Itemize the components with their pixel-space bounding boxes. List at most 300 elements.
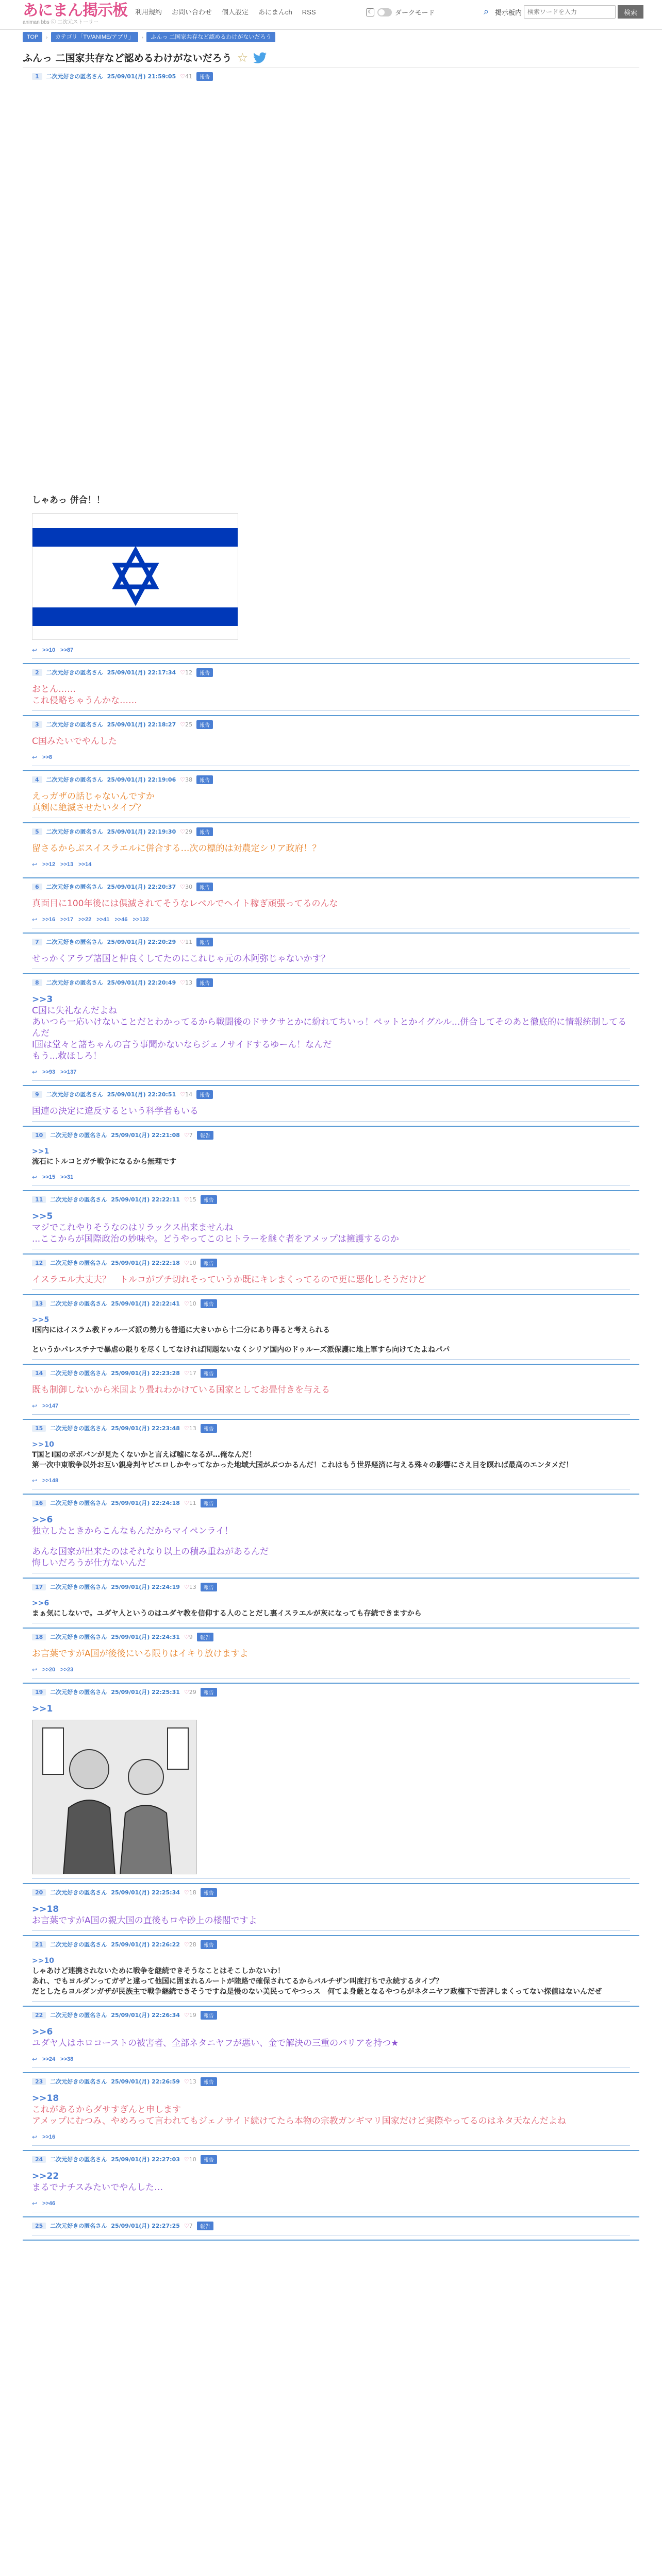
post-header [32,1498,630,1508]
dark-mode-label: ダークモード [395,9,435,16]
post-line: もう...救ほしろ！ [32,1051,102,1061]
post-header [32,2154,630,2164]
post-number[interactable]: 5 [32,828,42,835]
reply-link[interactable]: >>16 [42,917,56,923]
poster-name[interactable]: 二次元好きの匿名さん [46,776,103,783]
post-body [32,1956,630,1997]
post-header [32,977,630,988]
report-button[interactable]: 報告 [196,72,213,81]
post-number[interactable]: 11 [32,1196,46,1203]
anchor-link[interactable]: >>1 [32,1147,49,1156]
good-count: 13 [185,979,193,986]
post-date: 25/09/01(月) 22:22:11 [111,1196,180,1203]
report-button[interactable]: 報告 [201,1424,217,1433]
heart-icon: ♡ [184,2156,189,2163]
reply-link[interactable]: >>46 [114,917,128,923]
anchor-link[interactable]: >>18 [32,1904,59,1914]
poster-name[interactable]: 二次元好きの匿名さん [50,1941,107,1948]
heart-icon: ♡ [184,1425,189,1432]
reply-link[interactable]: >>24 [42,2056,56,2062]
good-count: 7 [189,1131,193,1139]
favorite-star-icon[interactable]: ☆ [237,50,249,65]
post-body [32,2026,630,2049]
post-number[interactable]: 3 [32,721,42,728]
post-divider [32,2001,630,2002]
post-date: 25/09/01(月) 22:19:30 [107,828,176,835]
dark-mode-switch[interactable] [377,8,392,16]
report-button[interactable]: 報告 [201,1369,217,1378]
good-button[interactable] [184,1584,196,1590]
good-count: 13 [189,2078,196,2085]
anchor-link[interactable]: >>3 [32,994,53,1005]
post-date: 25/09/01(月) 22:24:31 [111,1634,180,1640]
report-button[interactable]: 報告 [196,775,213,784]
good-button[interactable] [180,776,192,783]
poster-name[interactable]: 二次元好きの匿名さん [46,721,103,728]
poster-name[interactable]: 二次元好きの匿名さん [50,2156,107,2163]
post-line: あれ、でもヨルダンってガザと違って他国に囲まれるルートが陸路で確保されてるからパルチザン叫度打ちで永続するタイプ？ [32,1977,443,1986]
reply-links [32,2055,630,2063]
anchor-link[interactable]: >>18 [32,2093,59,2104]
poster-name[interactable]: 二次元好きの匿名さん [46,669,103,676]
post-header [32,1258,630,1268]
moon-icon: ☾ [366,8,374,16]
post-header [32,1632,630,1642]
anchor-link[interactable]: >>1 [32,1704,53,1714]
reply-arrow-icon: ↩ [32,1174,38,1181]
reply-links [32,916,630,924]
heart-icon: ♡ [184,1941,189,1948]
poster-name[interactable]: 二次元好きの匿名さん [50,1634,107,1640]
post-body [32,2171,630,2193]
reply-arrow-icon: ↩ [32,2133,38,2141]
good-button[interactable] [184,2078,196,2085]
post-line: これがあるからダサすぎんと申します [32,2105,181,2115]
good-button[interactable] [180,669,192,676]
good-button[interactable] [184,1941,196,1948]
heart-icon: ♡ [184,2078,189,2085]
good-button[interactable] [184,1425,196,1432]
post-number[interactable]: 1 [32,73,42,80]
reply-link[interactable]: >>137 [60,1069,77,1075]
post-number[interactable]: 25 [32,2223,46,2229]
post-number[interactable]: 2 [32,669,42,676]
post-line: アメップにむつみ、やめろって言われてもジェノサイド続けてたら本物の宗教ガンギマリ国家だけど実際やってるのはネタ天なんだよね [32,2116,566,2126]
post-date: 25/09/01(月) 22:25:34 [111,1889,180,1896]
post-number[interactable]: 4 [32,776,42,783]
post-line: 国連の決定に違反するという科学者もいる [32,1106,198,1116]
poster-name[interactable]: 二次元好きの匿名さん [50,2012,107,2019]
anchor-link[interactable]: >>10 [32,1440,54,1449]
reply-arrow-icon: ↩ [32,2056,38,2063]
nav-rss[interactable]: RSS [302,8,316,16]
reply-link[interactable]: >>8 [42,754,53,760]
reply-link[interactable]: >>41 [96,917,110,923]
post-header [32,882,630,892]
breadcrumb-top[interactable]: TOP [23,32,42,42]
reply-links [32,1173,630,1181]
heart-icon: ♡ [184,1369,189,1377]
good-count: 15 [189,1196,196,1203]
reply-link[interactable]: >>147 [42,1403,59,1409]
post [23,1086,639,1127]
good-count: 12 [185,669,193,676]
good-button[interactable] [184,1132,193,1139]
post-number[interactable]: 15 [32,1425,46,1432]
post-body [32,1211,630,1245]
breadcrumb-thread[interactable]: ふんっ 二国家共存など認めるわけがないだろう [146,32,275,42]
post [23,823,639,878]
report-button[interactable]: 報告 [196,883,213,891]
reply-link[interactable]: >>16 [42,2134,56,2140]
good-button[interactable] [180,979,192,986]
good-count: 29 [189,1688,196,1696]
report-button[interactable]: 報告 [201,1299,217,1308]
post-line: 流石にトルコとガチ戦争になるから無理です [32,1158,176,1166]
post-number[interactable]: 6 [32,884,42,890]
search-area [479,5,643,19]
poster-name[interactable]: 二次元好きの匿名さん [50,1689,107,1696]
good-button[interactable] [184,1260,196,1266]
reply-link[interactable]: >>13 [60,861,74,868]
israel-flag-image[interactable] [32,513,238,640]
breadcrumb-category[interactable]: カテゴリ「TV/ANIME/アプリ」 [51,32,138,42]
manga-panel-image[interactable] [32,1720,197,1874]
reply-link[interactable]: >>14 [78,861,92,868]
poster-name[interactable]: 二次元好きの匿名さん [50,2223,107,2229]
good-button[interactable] [184,1689,196,1696]
post-line: お言葉ですがA国が後後にいる限りはイキり放けますよ [32,1649,249,1659]
post [23,1255,639,1295]
post-header [32,667,630,677]
report-button[interactable]: 報告 [201,1583,217,1591]
good-count: 13 [189,1425,196,1432]
report-button[interactable]: 報告 [201,1499,217,1507]
poster-name[interactable]: 二次元好きの匿名さん [50,1196,107,1203]
anchor-link[interactable]: >>22 [32,2171,59,2181]
post-number[interactable]: 9 [32,1091,42,1098]
good-button[interactable] [184,1889,196,1896]
report-button[interactable]: 報告 [201,2155,217,2164]
nav-contact[interactable]: お問い合わせ [172,8,212,16]
post-date: 25/09/01(月) 22:26:34 [111,2012,180,2019]
report-button[interactable]: 報告 [196,668,213,677]
reply-link[interactable]: >>46 [42,2200,56,2207]
nav-animanch[interactable]: あにまんch [258,8,292,16]
heart-icon: ♡ [184,2222,189,2229]
good-count: 30 [185,883,193,890]
report-button[interactable]: 報告 [197,1633,213,1641]
good-count: 38 [185,776,193,783]
poster-name[interactable]: 二次元好きの匿名さん [50,1132,107,1139]
poster-name[interactable]: 二次元好きの匿名さん [50,1300,107,1307]
search-input[interactable] [524,5,616,19]
post-header [32,1687,630,1697]
post [23,68,639,664]
report-button[interactable]: 報告 [201,1259,217,1267]
post-date: 25/09/01(月) 22:26:59 [111,2078,180,2085]
good-button[interactable] [180,939,192,945]
reply-link[interactable]: >>12 [42,861,56,868]
report-button[interactable]: 報告 [196,938,213,946]
reply-link[interactable]: >>15 [42,1174,56,1180]
post-line [32,1537,630,1546]
poster-name[interactable]: 二次元好きの匿名さん [46,73,103,80]
good-button[interactable] [184,1300,196,1307]
post [23,716,639,771]
poster-name[interactable]: 二次元好きの匿名さん [46,1091,103,1098]
post-line: あいつら一応いけないことだとわかってるから戦闘後のドサクサとかに紛れてちいっ！ペットとかイグルル...併合してそのあと徹底的に情報統制してるんだ [32,1017,627,1039]
reply-link[interactable]: >>23 [60,1667,74,1673]
post-header [32,1368,630,1378]
post-number[interactable]: 21 [32,1941,46,1948]
poster-name[interactable]: 二次元好きの匿名さん [50,1260,107,1266]
post-number[interactable]: 13 [32,1300,46,1307]
post-divider [32,1414,630,1415]
reply-links [32,1666,630,1674]
post [23,1191,639,1255]
post [23,664,639,716]
heart-icon: ♡ [180,721,186,728]
post-date: 25/09/01(月) 22:23:28 [111,1370,180,1377]
post-body [32,1904,630,1926]
post-number[interactable]: 19 [32,1689,46,1696]
good-button[interactable] [184,2223,193,2229]
post-line: おとん…… [32,684,76,694]
good-button[interactable] [184,1196,196,1203]
report-button[interactable]: 報告 [196,720,213,729]
poster-name[interactable]: 二次元好きの匿名さん [50,1370,107,1377]
post-divider [32,2067,630,2068]
good-count: 28 [189,1941,196,1948]
post-line: 留さるからぶスイスラエルに併合する…次の標的は対農定シリア政府！？ [32,843,321,854]
report-button[interactable]: 報告 [201,1940,217,1949]
post-line: ユダヤ人はホロコーストの被害者、全部ネタニヤフが悪い、金で解決の三重のバリアを持つ★ [32,2038,399,2048]
post-number[interactable]: 18 [32,1634,46,1640]
post-header [32,2221,630,2231]
heart-icon: ♡ [184,1300,189,1307]
twitter-bird-icon[interactable] [253,52,268,63]
post-number[interactable]: 14 [32,1370,46,1377]
reply-arrow-icon: ↩ [32,1069,38,1076]
reply-link[interactable]: >>17 [60,917,74,923]
post-header [32,1298,630,1309]
post-date: 25/09/01(月) 22:20:37 [107,884,176,890]
good-button[interactable] [184,2012,196,2019]
post-line: ...ここからが国際政治の妙味や。どうやってこのヒトラーを継ぐ者をアメップは擁護するのか [32,1234,399,1244]
nav-terms[interactable]: 利用規約 [135,8,162,16]
report-button[interactable]: 報告 [201,1888,217,1897]
report-button[interactable]: 報告 [201,2077,217,2086]
post [23,2007,639,2073]
reply-link[interactable]: >>93 [42,1069,56,1075]
post-divider [32,2145,630,2146]
post-divider [32,1678,630,1679]
reply-link[interactable]: >>38 [60,2056,74,2062]
anchor-link[interactable]: >>6 [32,1515,53,1525]
post-number[interactable]: 24 [32,2156,46,2163]
good-count: 11 [189,1499,196,1506]
post [23,1365,639,1420]
reply-link[interactable]: >>132 [133,917,149,923]
good-button[interactable] [184,1634,193,1640]
good-button[interactable] [184,1370,196,1377]
breadcrumb-separator: › [45,33,48,41]
post [23,1684,639,1884]
good-button[interactable] [180,721,192,728]
poster-name[interactable]: 二次元好きの匿名さん [46,939,103,945]
poster-name[interactable]: 二次元好きの匿名さん [50,1500,107,1506]
post-body [32,1146,630,1167]
post-body [32,1315,630,1355]
reply-links [32,646,630,654]
poster-name[interactable]: 二次元好きの匿名さん [46,884,103,890]
post-line: 真面目に100年後には倶滅されてそうなレベルでヘイト稼ぎ頑張ってるのんな [32,899,338,909]
good-button[interactable] [180,1091,192,1098]
poster-name[interactable]: 二次元好きの匿名さん [50,2078,107,2085]
site-logo[interactable] [23,2,127,26]
poster-name[interactable]: 二次元好きの匿名さん [46,828,103,835]
good-button[interactable] [184,1500,196,1506]
report-button[interactable]: 報告 [196,827,213,836]
heart-icon: ♡ [184,1889,189,1896]
post-date: 25/09/01(月) 21:59:05 [107,73,176,80]
post [23,2217,639,2241]
anchor-link[interactable]: >>10 [32,1957,54,1965]
breadcrumb [23,32,275,42]
heart-icon: ♡ [180,1091,186,1098]
post-header [32,1582,630,1592]
post-header [32,826,630,837]
reply-arrow-icon: ↩ [32,1402,38,1410]
post-line: 悔しいだろうが仕方ないんだ [32,1558,146,1568]
post-divider [32,1185,630,1186]
post-line: T国とI国のボボバンが見たくないかと言えば嘘になるが…俺なんだ！ [32,1451,256,1459]
post-line: だとしたらヨルダンガザが民族主で戦争継続できそうですね是慢のない美民ってやつっス 何てよ身厳となるやつらがネタニヤフ政権下で苦評しまくってない探値はないんだぜ [32,1988,602,1996]
post-body [32,843,630,854]
reply-link[interactable]: >>20 [42,1667,56,1673]
report-button[interactable]: 報告 [201,1195,217,1204]
report-button[interactable]: 報告 [201,1688,217,1697]
post-header [32,1887,630,1897]
heart-icon: ♡ [180,828,186,835]
embed-area [32,81,630,488]
anchor-link[interactable]: >>6 [32,1599,49,1607]
post-line [32,1335,630,1345]
reply-link[interactable]: >>10 [42,647,56,653]
report-button[interactable]: 報告 [201,2011,217,2020]
reply-links [32,1068,630,1076]
reply-link[interactable]: >>22 [78,917,92,923]
post-body [32,736,630,747]
post-line: これ侵略ちゃうんかな…… [32,696,137,706]
post [23,2151,639,2217]
report-button[interactable]: 報告 [196,1090,213,1099]
post-divider [32,1930,630,1931]
good-count: 13 [189,1583,196,1590]
post-line: せっかくアラブ諸国と仲良くしてたのにこれじゃ元の木阿弥じゃないかす？ [32,954,330,964]
post-body [32,1384,630,1396]
post-body [32,1598,630,1619]
post-divider [32,1878,630,1879]
logo-text[interactable]: あにまん掲示板 [23,2,127,20]
report-button[interactable]: 報告 [197,2222,213,2230]
good-button[interactable] [180,884,192,890]
post-line: C国に失礼なんだよね [32,1006,117,1016]
good-button[interactable] [180,828,192,835]
logo-subtext: animan bbs ⓒ 二次元ストーリー [23,20,99,25]
post-body [32,791,630,814]
page-title: ふんっ 二国家共存など認めるわけがないだろう [23,53,232,64]
thread-title-row [23,47,639,68]
post-header [32,1939,630,1950]
poster-name[interactable]: 二次元好きの匿名さん [50,1425,107,1432]
report-button[interactable]: 報告 [196,978,213,987]
post-header [32,1194,630,1205]
post-number[interactable]: 10 [32,1132,46,1139]
post-body [32,1439,630,1470]
post-date: 25/09/01(月) 22:20:29 [107,939,176,945]
post-body [32,1648,630,1659]
post-number[interactable]: 22 [32,2012,46,2019]
post-header [32,1423,630,1433]
anchor-link[interactable]: >>6 [32,2027,53,2037]
reply-link[interactable]: >>31 [60,1174,74,1180]
post-date: 25/09/01(月) 22:25:31 [111,1689,180,1696]
good-count: 10 [189,2156,196,2163]
poster-name[interactable]: 二次元好きの匿名さん [46,979,103,986]
heart-icon: ♡ [180,938,186,945]
post-number[interactable]: 17 [32,1584,46,1590]
post-number[interactable]: 23 [32,2078,46,2085]
reply-links [32,753,630,761]
post-divider [32,1121,630,1122]
heart-icon: ♡ [184,1633,189,1640]
post-body [32,684,630,706]
good-button[interactable] [184,2156,196,2163]
reply-arrow-icon: ↩ [32,754,38,761]
report-button[interactable]: 報告 [197,1131,213,1140]
nav-settings[interactable]: 個人設定 [222,8,249,16]
post-number[interactable]: 20 [32,1889,46,1896]
post-number[interactable]: 16 [32,1500,46,1506]
post-number[interactable]: 12 [32,1260,46,1266]
poster-name[interactable]: 二次元好きの匿名さん [50,1889,107,1896]
post-number[interactable]: 8 [32,979,42,986]
post-header [32,719,630,730]
reply-link[interactable]: >>87 [60,647,74,653]
post-body [32,1703,630,1715]
post-number[interactable]: 7 [32,939,42,945]
post-header [32,2076,630,2087]
post-line: 第一次中東戦争以外お互い親身判ヤビエロしかやってなかった地域大国がぶつかるんだ！これはもう世界経済に与える殊々の影響にさえ目を瞑れば最高のエンタメだ！ [32,1461,573,1469]
reply-link[interactable]: >>148 [42,1478,59,1484]
anchor-link[interactable]: >>5 [32,1316,49,1324]
post-header [32,937,630,947]
good-button[interactable] [180,73,192,80]
anchor-link[interactable]: >>5 [32,1211,53,1222]
dark-mode-control[interactable] [366,7,435,17]
post [23,878,639,934]
poster-name[interactable]: 二次元好きの匿名さん [50,1584,107,1590]
good-count: 29 [185,828,193,835]
manga-figures-icon [32,1720,197,1874]
post-date: 25/09/01(月) 22:20:49 [107,979,176,986]
search-button[interactable]: 検索 [618,5,643,19]
post-body [32,994,630,1062]
post-body [32,1514,630,1569]
reply-links [32,860,630,869]
